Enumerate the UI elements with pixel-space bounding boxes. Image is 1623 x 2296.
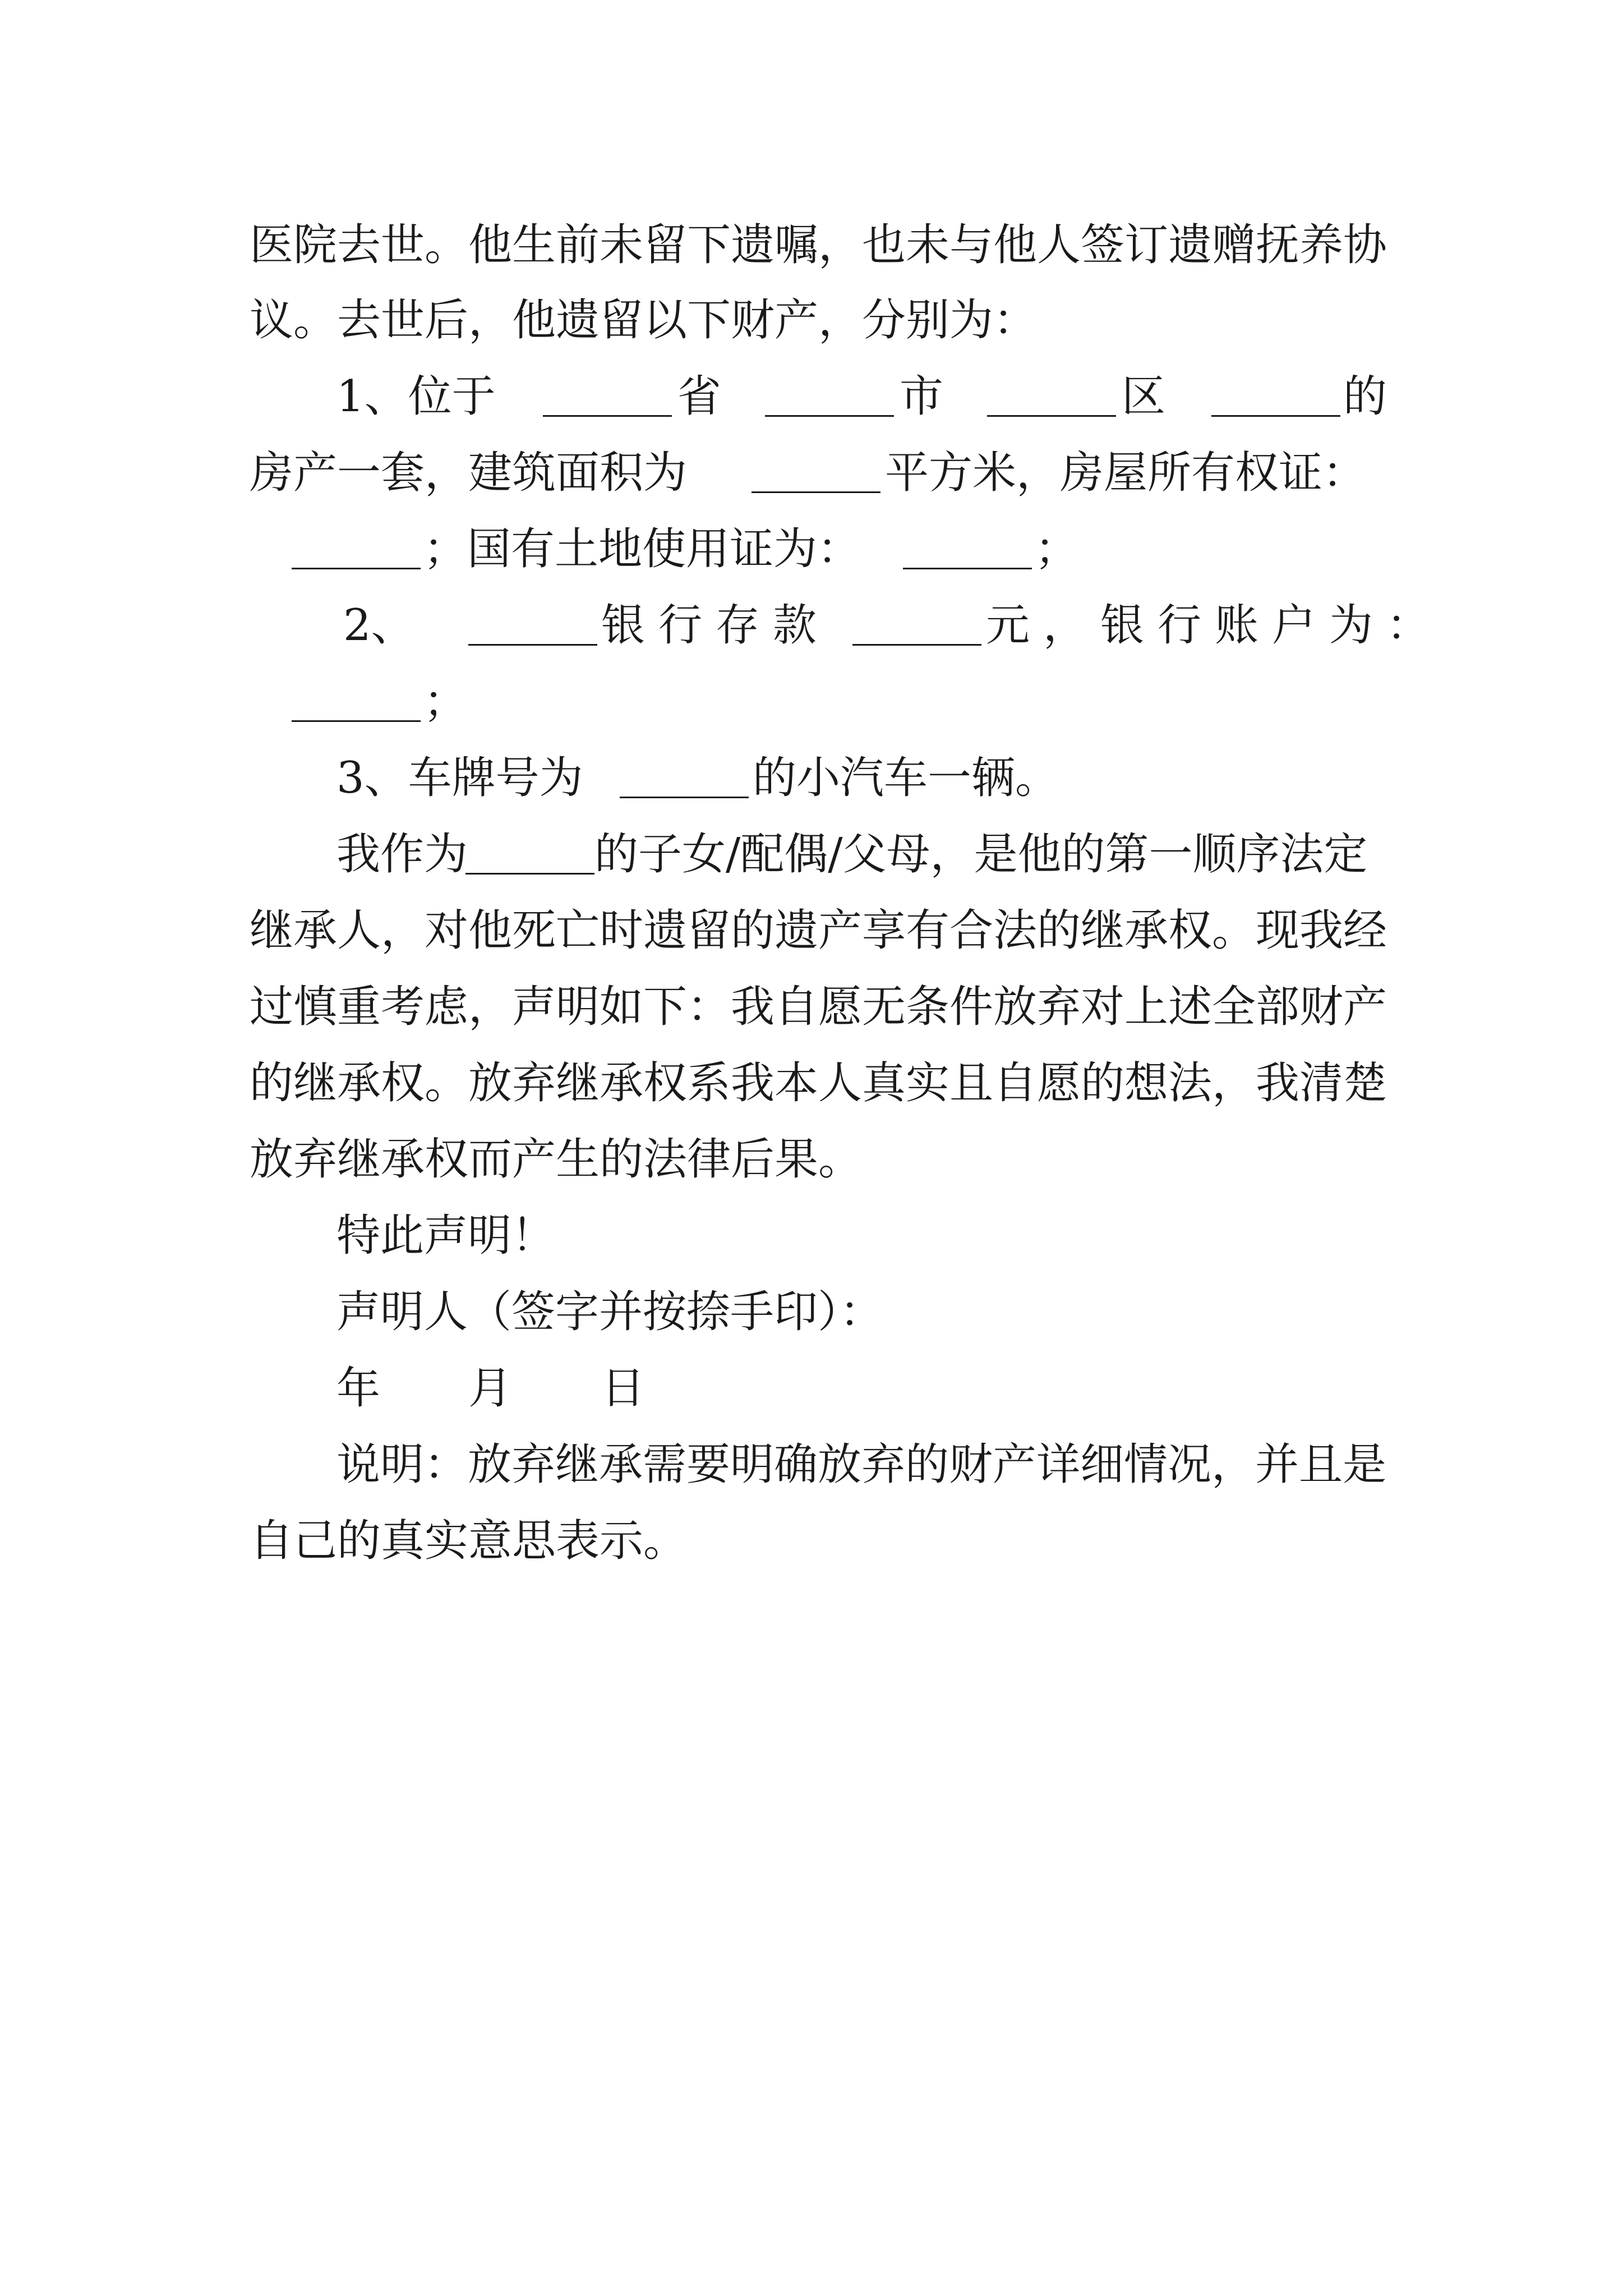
item-1-prefix: 1、位于 xyxy=(336,371,496,422)
blank-province xyxy=(543,375,672,418)
label-de: 的 xyxy=(1343,371,1387,422)
item-1-area-label: 房产一套，建筑面积为 xyxy=(250,448,688,498)
item-2-account-label: 元，银行账户为： xyxy=(986,600,1444,651)
label-district: 区 xyxy=(1122,371,1166,422)
semicolon: ； xyxy=(1035,524,1079,574)
item-3-plate-label: 3、车牌号为 xyxy=(336,753,583,803)
item-2-deposit-label: 银行存款 xyxy=(601,600,831,651)
paragraph-line: 我作为 xyxy=(336,829,468,880)
item-3-car-label: 的小汽车一辆。 xyxy=(753,753,1059,803)
semicolon: ； xyxy=(423,677,468,727)
label-city: 市 xyxy=(900,371,944,422)
paragraph-line: 医院去世。他生前未留下遗嘱，也未与他人签订遗赠抚养协 xyxy=(250,220,1387,270)
date-month-label: 月 xyxy=(468,1363,513,1414)
blank-area xyxy=(751,451,880,495)
paragraph-line: 放弃继承权而产生的法律后果。 xyxy=(250,1134,863,1185)
blank-bank xyxy=(468,604,597,647)
paragraph-line: 的继承权。放弃继承权系我本人真实且自愿的想法，我清楚 xyxy=(250,1058,1387,1108)
declarant-signature-label: 声明人（签字并按捺手印）： xyxy=(336,1287,884,1337)
item-1-cert-label: 平方米，房屋所有权证： xyxy=(885,448,1367,498)
item-1-land-label: ；国有土地使用证为： xyxy=(423,524,861,574)
paragraph-line: 过慎重考虑，声明如下：我自愿无条件放弃对上述全部财产 xyxy=(250,982,1387,1032)
blank-cert xyxy=(292,527,421,571)
blank-deceased xyxy=(465,832,594,876)
date-day-label: 日 xyxy=(601,1363,645,1414)
blank-district xyxy=(987,375,1116,418)
item-2-prefix: 2、 xyxy=(343,600,415,651)
note-line: 自己的真实意思表示。 xyxy=(250,1516,688,1566)
paragraph-line: 的子女/配偶/父母，是他的第一顺序法定 xyxy=(594,829,1368,880)
paragraph-line: 议。去世后，他遗留以下财产，分别为： xyxy=(250,295,1038,346)
blank-plate xyxy=(620,756,749,800)
label-province: 省 xyxy=(677,371,722,422)
blank-land-cert xyxy=(903,527,1032,571)
blank-amount xyxy=(852,604,981,647)
blank-city xyxy=(765,375,894,418)
blank-address xyxy=(1211,375,1340,418)
paragraph-line: 继承人，对他死亡时遗留的遗产享有合法的继承权。现我经 xyxy=(250,905,1387,956)
note-line: 说明：放弃继承需要明确放弃的财产详细情况，并且是 xyxy=(336,1439,1387,1490)
date-year-label: 年 xyxy=(336,1363,381,1414)
blank-account xyxy=(292,680,421,724)
special-statement: 特此声明！ xyxy=(336,1211,556,1261)
